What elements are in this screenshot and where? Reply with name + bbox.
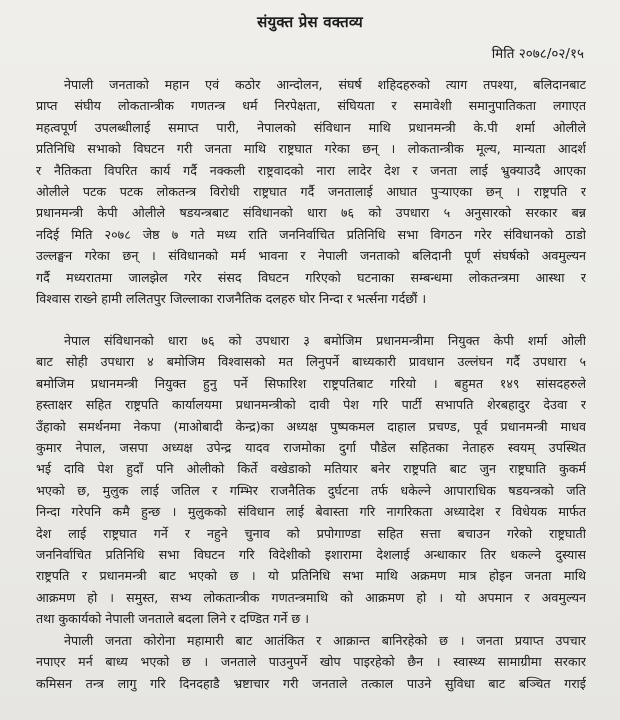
text-line: गर्दै मध्यरातमा जालझेल गरेर संसद विघटन गरिएको घटनाका सम्बन्धमा लोकतन्त्रमा आस्था र [36, 269, 586, 285]
text-line: नेपाल संविधानको धारा ७६ को उपधारा ३ बमोजिम प्रधानमन्त्रीमा नियुक्त केपी शर्मा ओली [64, 333, 586, 348]
text-line: प्रतिनिधि सभाको विघटन गरी जनता माथि राष्ट्रघात गरेका छन् । लोकतान्त्रीक मूल्य, मान्यता आदर्श [36, 141, 586, 157]
text-line: उँहाको समर्थनमा नेकपा (माओबादी केन्द्र)का अध्यक्ष पुष्पकमल दाहाल प्रचण्ड, पूर्व प्रधानमन्त्री माधव [36, 418, 586, 434]
text-line: भएको छ, मुलुक लाई जतिल र गम्भिर राजनैतिक दुर्घटना तर्फ धकेल्ने आपाराधिक षडयन्त्रको जति [36, 482, 586, 498]
text-line: महत्वपूर्ण उपलब्धीलाई समाप्त पारी, नेपालको संविधान माथि प्रधानमन्त्री के.पी शर्मा ओलीले [36, 119, 586, 135]
document-title: संयुक्त प्रेस वक्तव्य [257, 13, 363, 31]
text-line: राष्ट्रपति र प्रधानमन्त्री बाट भएको छ । यो प्रतिनिधि सभा माथि अक्रमण मात्र होइन जनता माथि [36, 568, 586, 584]
paragraph-3 [36, 630, 586, 694]
text-line: आक्रमण हो । समुस्त, सभ्य लोकतान्त्रीक गणतन्त्रमाथि को आक्रमण हो । यो अपमान र अवमुल्यन [36, 589, 586, 605]
paragraph-1 [36, 74, 586, 309]
paragraph-2 [36, 330, 586, 630]
text-line: प्रधानमन्त्री केपी ओलीले षडयन्त्रबाट संविधानको धारा ७६ को उपधारा ५ अनुसारको सरकार बन्न [36, 205, 586, 221]
document-date: मिति २०७८/०२/१५ [491, 46, 584, 62]
text-line: कुमार नेपाल, जसपा अध्यक्ष उपेन्द्र यादव राजमोका दुर्गा पौडेल सहितका नेताहरु स्वयम् उपस्थित [36, 440, 586, 456]
text-line: निन्दा गरेपनि कमै हुन्छ । मुलुकको संविधान लाई बेवास्ता गरि नागरिकता अध्यादेश र विधेयक मार्फत [36, 504, 586, 520]
text-line: देश लाई राष्ट्रघात गर्ने र नहुने चुनाव को प्रपोगाण्डा सहित सत्ता बचाउन गरेको राष्ट्रघाती [36, 525, 586, 541]
text-line: तथा कुकार्यको नेपाली जनताले बदला लिने र दण्डित गर्ने छ । [36, 611, 310, 627]
text-line: ओलीले पटक पटक लोकतन्त्र विरोधी राष्ट्रघात गर्दै जनतालाई आघात पुऱ्याएका छन् । राष्ट्रपति र [36, 184, 586, 200]
text-line: नपाएर मर्न बाध्य भएको छ । जनताले पाउनुपर्ने खोप पाइरहेको छैन । स्वास्थ्य सामाग्रीमा सरकार [36, 654, 586, 670]
text-line: हस्ताक्षर सहित राष्ट्रपति कार्यालयमा प्रधानमन्त्रीको दावी पेश गरि पार्टी सभापति शेरबहादुर देउवा र [36, 397, 586, 413]
text-line: जननिर्वाचित प्रतिनिधि सभा विघटन गरि विदेशीको इशारामा देशलाई अन्धाकार तिर धकल्ने दुस्यास [36, 547, 586, 563]
text-line: बमोजिम प्रधानमन्त्री नियुक्त हुनु पर्ने सिफारिश राष्ट्रपतिबाट गरियो । बहुमत १४९ सांसदहरुले [36, 375, 586, 391]
text-line: उल्लङ्घन गरेका छन् । संविधानको मर्म भावना र नेपाली जनताको बलिदानी पूर्ण संघर्षको अवमुल्यन [36, 248, 586, 264]
text-line: विश्वास राख्ने हामी ललितपुर जिल्लाका राजनैतिक दलहरु घोर निन्दा र भर्त्सना गर्दछौं । [36, 291, 427, 307]
text-line: भई दावि पेश हुदाँ पनि ओलीको किर्ते वखेडाको मतियार बनेर राष्ट्रपति बाट जुन राष्ट्रघाति कुकर्म [36, 461, 586, 477]
text-line: र नैतिकता विपरित कार्य गर्दै नक्कली राष्ट्रवादको नारा लादेर देश र जनता लाई भ्रुक्याउदै आएका [36, 162, 586, 178]
text-line: नेपाली जनताको महान एवं कठोर आन्दोलन, संघर्ष शहिदहरुको त्याग तपश्या, बलिदानबाट [64, 77, 586, 92]
text-line: बाट सोही उपधारा ४ बमोजिम विश्वासको मत लिनुपर्ने बाध्यकारी प्रावधान उल्लंघन गर्दै उपधारा ५ [36, 354, 586, 370]
text-line: नेपाली जनता कोरोना महामारी बाट आतंकित र आक्रान्त बानिरहेको छ । जनता प्रयाप्त उपचार [64, 633, 586, 648]
text-line: नदिई मिति २०७८ जेष्ठ ७ गते मध्य राति जननिर्वाचित प्रतिनिधि सभा विगठन गरेर संविधानको ठाडो [36, 226, 586, 242]
text-line: कमिसन तन्त्र लागु गरि दिनदहाडै भ्रष्टाचार गरी जनताले तत्काल पाउने सुविधा बाट बञ्चित गराई [36, 675, 586, 691]
text-line: प्राप्त संघीय लोकतान्त्रीक गणतन्त्र धर्म निरपेक्षता, संघियता र समावेशी समानुपातिकता लगाएत [36, 98, 586, 114]
